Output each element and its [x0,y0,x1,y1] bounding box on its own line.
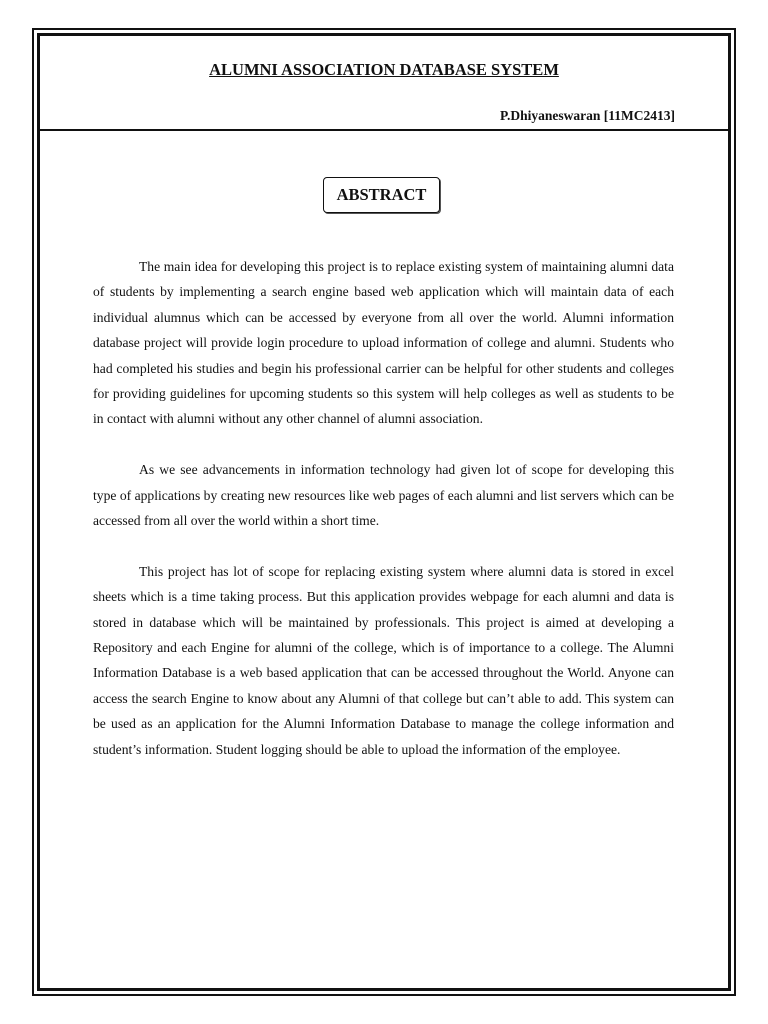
document-title: ALUMNI ASSOCIATION DATABASE SYSTEM [209,60,559,79]
abstract-paragraph-1: The main idea for developing this project is to replace existing system of maintaining alumni data of students by implementing a search engine based web application which will maintain data of each individual alumnus which can be accessed by everyone from all over the world. Alumni information database project will provide login procedure to upload information of college and alumni. Students who had completed his studies and begin his professional carrier can be helpful for other students and colleges for providing guidelines for upcoming students so this system will help colleges as well as students to be in contact with alumni without any other channel of alumni association. [93,259,674,427]
abstract-paragraph-2: As we see advancements in information technology had given lot of scope for developing this type of applications by creating new resources like web pages of each alumni and list servers which can be accessed from all over the world within a short time. [93,462,674,529]
author-line: P.Dhiyaneswaran [11MC2413] [499,108,675,123]
header-divider [40,129,728,131]
abstract-body [93,254,674,787]
abstract-heading-box [323,177,440,213]
abstract-heading: ABSTRACT [336,185,427,204]
abstract-paragraph-3: This project has lot of scope for replacing existing system where alumni data is stored in excel sheets which is a time taking process. But this application provides webpage for each alumni and data is stored in database which will be maintained by professionals. This project is aimed at developing a Repository and each Engine for alumni of the college, which is of importance to a college. The Alumni Information Database is a web based application that can be accessed throughout the World. Anyone can access the search Engine to know about any Alumni of that college but can’t able to add. This system can be used as an application for the Alumni Information Database to manage the college information and student’s information. Student logging should be able to upload the information of the employee. [93,563,674,757]
